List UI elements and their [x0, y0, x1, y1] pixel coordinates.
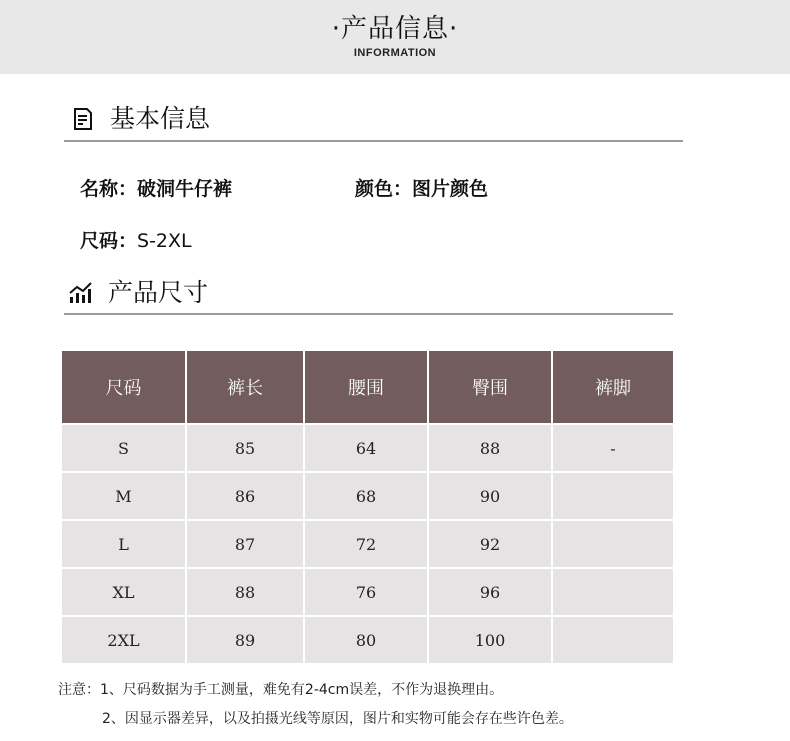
document-icon: [72, 107, 94, 131]
table-cell: M: [62, 472, 186, 520]
table-cell: 90: [428, 472, 552, 520]
banner-subtitle: INFORMATION: [353, 47, 437, 59]
table-row: [62, 616, 673, 663]
product-size-heading: [68, 278, 208, 308]
color-value: 图片颜色: [412, 178, 489, 200]
size-label: 尺码：: [80, 230, 138, 252]
table-cell: 88: [186, 568, 304, 616]
note-line-2: 2、因显示器差异，以及拍摄光线等原因，图片和实物可能会存在些许色差。: [102, 711, 573, 727]
table-row: [62, 520, 673, 568]
table-header-row: [62, 351, 673, 424]
product-size-title: 产品尺寸: [108, 278, 209, 307]
table-cell: XL: [62, 568, 186, 616]
table-cell: 80: [304, 616, 428, 663]
note-line-1: 注意：1、尺码数据为手工测量，难免有2-4cm误差，不作为退换理由。: [58, 682, 504, 698]
table-cell: 72: [304, 520, 428, 568]
basic-info-heading: [72, 104, 210, 134]
table-cell: 2XL: [62, 616, 186, 663]
table-cell: [552, 616, 673, 663]
header-length: 裤长: [186, 351, 304, 424]
banner-title: ·产品信息·: [331, 14, 459, 44]
table-cell: 96: [428, 568, 552, 616]
header-hem: 裤脚: [552, 351, 673, 424]
color-row: [355, 177, 488, 201]
table-cell: 89: [186, 616, 304, 663]
table-cell: 88: [428, 424, 552, 472]
basic-info-title: 基本信息: [110, 104, 211, 133]
name-row: [80, 177, 232, 201]
table-cell: 87: [186, 520, 304, 568]
name-label: 名称：: [80, 178, 138, 200]
table-cell: -: [552, 424, 673, 472]
color-label: 颜色：: [355, 178, 413, 200]
table-cell: 85: [186, 424, 304, 472]
table-cell: 68: [304, 472, 428, 520]
size-value: S-2XL: [137, 230, 192, 252]
table-cell: 64: [304, 424, 428, 472]
size-table: [62, 351, 673, 663]
table-cell: [552, 520, 673, 568]
divider: [64, 140, 683, 142]
table-row: [62, 472, 673, 520]
divider: [64, 313, 673, 315]
table-cell: 92: [428, 520, 552, 568]
table-cell: S: [62, 424, 186, 472]
header-hip: 臀围: [428, 351, 552, 424]
name-value: 破洞牛仔裤: [137, 178, 233, 200]
size-row: [80, 229, 192, 253]
table-row: [62, 424, 673, 472]
header-waist: 腰围: [304, 351, 428, 424]
table-cell: [552, 568, 673, 616]
table-cell: L: [62, 520, 186, 568]
table-row: [62, 568, 673, 616]
table-cell: 100: [428, 616, 552, 663]
header-banner: [0, 0, 790, 74]
header-size: 尺码: [62, 351, 186, 424]
bar-chart-icon: [68, 281, 94, 305]
table-cell: 76: [304, 568, 428, 616]
table-cell: 86: [186, 472, 304, 520]
table-cell: [552, 472, 673, 520]
